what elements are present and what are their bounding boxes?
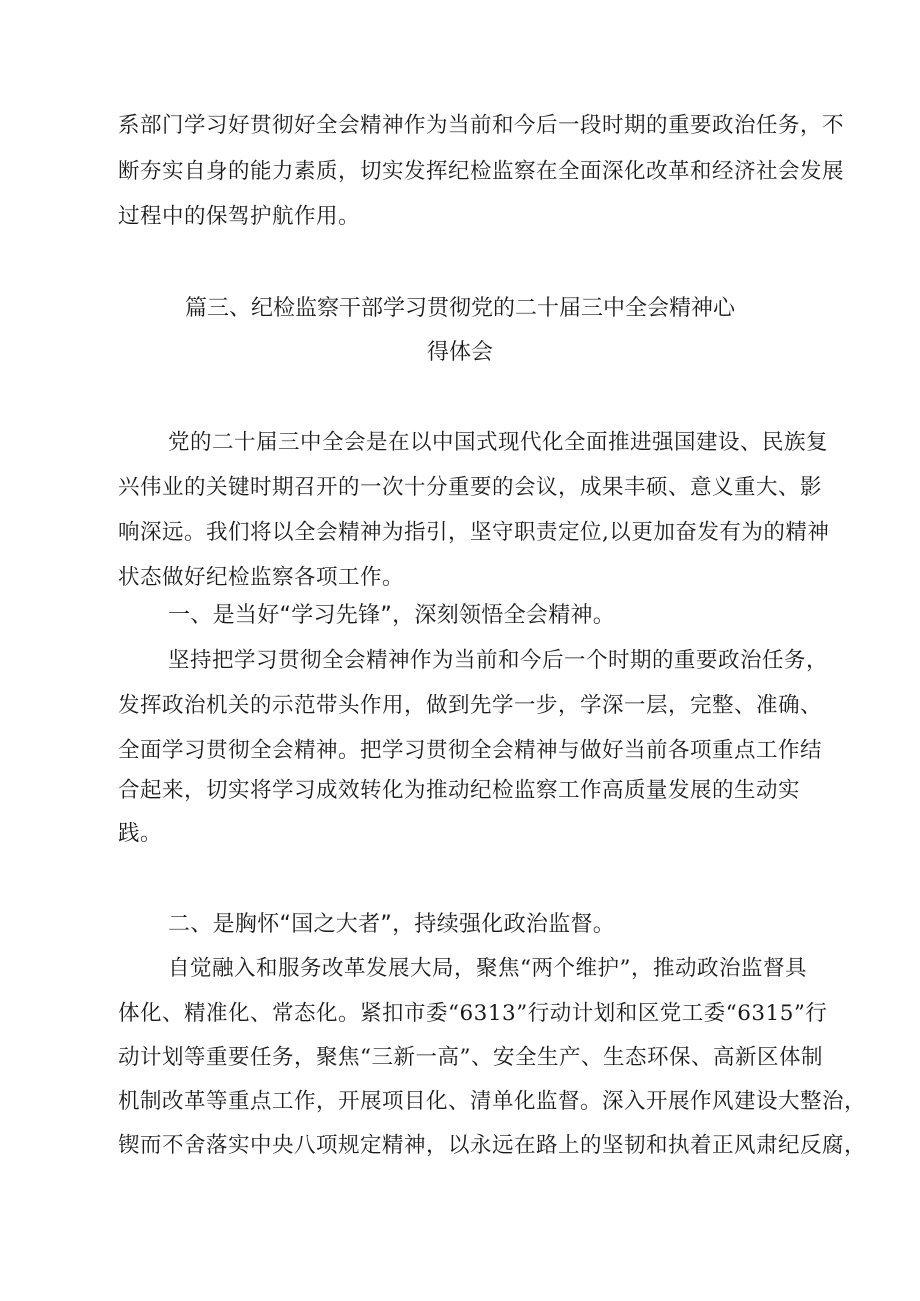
point-two-line-4: 机制改革等重点工作，开展项目化、清单化监督。深入开展作风建设大整治， [118, 1089, 867, 1114]
section-title-line-2: 得体会 [426, 340, 493, 365]
point-two-line-2: 体化、精准化、常态化。紧扣市委“6313”行动计划和区党工委“6315”行 [118, 1001, 828, 1026]
section-title-line-1: 篇三、纪检监察干部学习贯彻党的二十届三中全会精神心 [184, 296, 735, 321]
point-two-line-3: 动计划等重要任务，聚焦“三新一高”、安全生产、生态环保、高新区体制 [118, 1045, 823, 1070]
point-one-line-4: 合起来，切实将学习成效转化为推动纪检监察工作高质量发展的生动实 [118, 778, 801, 803]
point-one-line-2: 发挥政治机关的示范带头作用，做到先学一步，学深一层，完整、准确、 [118, 693, 823, 718]
point-one-line-1: 坚持把学习贯彻全会精神作为当前和今后一个时期的重要政治任务， [168, 648, 829, 673]
point-one-line-3: 全面学习贯彻全会精神。把学习贯彻全会精神与做好当前各项重点工作结 [118, 738, 823, 763]
opening-line-2: 兴伟业的关键时期召开的一次十分重要的会议，成果丰硕、意义重大、影 [118, 475, 823, 500]
intro-line-3: 过程中的保驾护航作用。 [118, 204, 361, 229]
point-one-heading: 一、是当好“学习先锋”，深刻领悟全会精神。 [168, 603, 616, 628]
intro-line-2: 断夯实自身的能力素质，切实发挥纪检监察在全面深化改革和经济社会发展 [118, 159, 845, 184]
opening-line-4: 状态做好纪检监察各项工作。 [118, 565, 405, 590]
intro-line-1: 系部门学习好贯彻好全会精神作为当前和今后一段时期的重要政治任务，不 [118, 113, 845, 138]
point-two-line-1: 自觉融入和服务改革发展大局，聚焦“两个维护”，推动政治监督具 [168, 956, 807, 981]
point-two-heading: 二、是胸怀“国之大者”，持续强化政治监督。 [168, 912, 616, 937]
opening-line-3: 响深远。我们将以全会精神为指引，坚守职责定位,以更加奋发有为的精神 [118, 520, 830, 545]
opening-line-1: 党的二十届三中全会是在以中国式现代化全面推进强国建设、民族复 [168, 430, 829, 455]
point-one-line-5: 践。 [118, 821, 163, 846]
point-two-line-5: 锲而不舍落实中央八项规定精神，以永远在路上的坚韧和执着正风肃纪反腐， [118, 1133, 867, 1158]
